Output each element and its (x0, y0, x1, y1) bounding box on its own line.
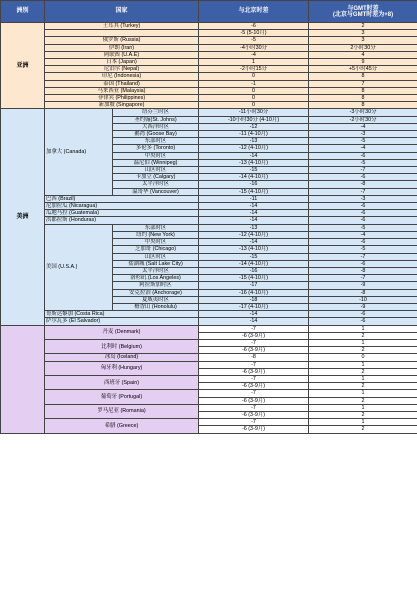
beijing-diff-cell: -13 (199, 138, 309, 145)
gmt-diff-cell: -5 (309, 246, 417, 253)
country-cell: 罗马尼亚 (Romania) (45, 404, 199, 418)
gmt-diff-cell: 1 (309, 390, 417, 397)
city-cell: 芝加哥 (Chicago) (113, 246, 199, 253)
gmt-diff-cell: -3 (309, 195, 417, 202)
beijing-diff-cell: -13 (4-10月) (199, 159, 309, 166)
gmt-diff-cell: 1 (309, 339, 417, 346)
beijing-diff-cell: -7 (199, 390, 309, 397)
gmt-diff-cell: -5 (309, 224, 417, 231)
country-cell: 泰国 (Thailand) (45, 80, 199, 87)
gmt-diff-cell: 2 (309, 332, 417, 339)
country-cell: 冰岛 (Iceland) (45, 354, 199, 361)
gmt-diff-cell: 8 (309, 102, 417, 109)
beijing-diff-cell: -5 (5-10月) (199, 30, 309, 37)
beijing-diff-cell: -14 (4-10月) (199, 174, 309, 181)
beijing-diff-cell: -17 (199, 282, 309, 289)
table-row (1, 80, 417, 87)
table-row (1, 195, 417, 202)
beijing-diff-cell: -17 (4-10月) (199, 303, 309, 310)
beijing-diff-cell: -12 (199, 123, 309, 130)
table-row (1, 66, 417, 73)
table-row (1, 210, 417, 217)
header-continent: 洲别 (1, 1, 45, 23)
gmt-diff-cell: -6 (309, 203, 417, 210)
gmt-diff-cell: -6 (309, 217, 417, 224)
gmt-diff-cell: -4 (309, 231, 417, 238)
gmt-diff-cell: 8 (309, 95, 417, 102)
city-cell: 温哥华 (Vancouver) (113, 188, 199, 195)
country-cell: 匈牙利 (Hungary) (45, 361, 199, 375)
country-cell: 巴西 (Brazil) (45, 195, 199, 202)
table-row (1, 59, 417, 66)
table-row (1, 339, 417, 346)
beijing-diff-cell: -6 (3-9月) (199, 368, 309, 375)
table-row (1, 109, 417, 116)
gmt-diff-cell: -8 (309, 289, 417, 296)
country-cell: 萨尔瓦多 (El Salvador) (45, 318, 199, 325)
country-cell: 伊朗 (Iran) (45, 44, 199, 51)
country-cell (45, 30, 199, 37)
beijing-diff-cell: -6 (3-9月) (199, 411, 309, 418)
gmt-diff-cell: -4 (309, 123, 417, 130)
table-row (1, 224, 417, 231)
beijing-diff-cell: -15 (4-10月) (199, 275, 309, 282)
beijing-diff-cell: -4小时30分 (199, 44, 309, 51)
header-gmt-diff (309, 1, 417, 23)
gmt-diff-cell: -5 (309, 138, 417, 145)
gmt-diff-cell: 8 (309, 73, 417, 80)
beijing-diff-cell: -14 (199, 217, 309, 224)
gmt-diff-cell: -8 (309, 181, 417, 188)
country-cell: 丹麦 (Denmark) (45, 325, 199, 339)
city-cell: 太平洋时区 (113, 181, 199, 188)
gmt-diff-cell: 0 (309, 354, 417, 361)
city-cell: 圣约翰(St. Johns) (113, 116, 199, 123)
beijing-diff-cell: -18 (199, 296, 309, 303)
table-row (1, 73, 417, 80)
table-row (1, 404, 417, 411)
country-cell: 马来西亚 (Malaysia) (45, 87, 199, 94)
country-cell: 俄罗斯 (Russia) (45, 37, 199, 44)
table-body (1, 23, 417, 434)
beijing-diff-cell: -7 (199, 375, 309, 382)
gmt-diff-cell: 9 (309, 59, 417, 66)
table-row (1, 217, 417, 224)
city-cell: 太平洋时区 (113, 267, 199, 274)
country-cell: 土耳其 (Turkey) (45, 23, 199, 30)
header-beijing-diff: 与北京时差 (199, 1, 309, 23)
city-cell: 檀香山 (Honolulu) (113, 303, 199, 310)
beijing-diff-cell: -14 (4-10月) (199, 260, 309, 267)
beijing-diff-cell: -11 (4-10月) (199, 131, 309, 138)
gmt-diff-cell: -6 (309, 152, 417, 159)
table-row (1, 325, 417, 332)
gmt-diff-cell: -7 (309, 275, 417, 282)
gmt-diff-cell: -3小时30分 (309, 109, 417, 116)
city-cell: 多伦多 (Toronto) (113, 145, 199, 152)
beijing-diff-cell: -11小时30分 (199, 109, 309, 116)
header-gmt-line2: (北京与GMT时差为+8) (332, 11, 394, 18)
city-cell: 洛杉矶 (Los Angeles) (113, 275, 199, 282)
beijing-diff-cell: -12 (4-10月) (199, 145, 309, 152)
beijing-diff-cell: -16 (4-10月) (199, 289, 309, 296)
beijing-diff-cell: -4 (199, 51, 309, 58)
gmt-diff-cell: -9 (309, 303, 417, 310)
table-row (1, 203, 417, 210)
gmt-diff-cell: 1 (309, 404, 417, 411)
beijing-diff-cell: -15 (199, 167, 309, 174)
table-row (1, 390, 417, 397)
beijing-diff-cell: -6 (3-9月) (199, 397, 309, 404)
beijing-diff-cell: 0 (199, 102, 309, 109)
gmt-diff-cell: +5小时45分 (309, 66, 417, 73)
country-cell: 西班牙 (Spain) (45, 375, 199, 389)
city-cell: 中央时区 (113, 152, 199, 159)
table-row (1, 37, 417, 44)
beijing-diff-cell: -12 (4-10月) (199, 231, 309, 238)
continent-europe (1, 325, 45, 433)
beijing-diff-cell: -14 (199, 318, 309, 325)
gmt-diff-cell: 2 (309, 383, 417, 390)
table-row (1, 102, 417, 109)
gmt-diff-cell: -7 (309, 253, 417, 260)
gmt-diff-cell: -6 (309, 311, 417, 318)
beijing-diff-cell: -14 (199, 203, 309, 210)
beijing-diff-cell: -13 (4-10月) (199, 246, 309, 253)
table-row (1, 375, 417, 382)
city-cell: 盐湖城 (Salt Lake City) (113, 260, 199, 267)
beijing-diff-cell: -6 (3-9月) (199, 347, 309, 354)
country-cell: 瓜地马拉 (Guatemala) (45, 210, 199, 217)
country-cell: 印尼 (Indonesia) (45, 73, 199, 80)
gmt-diff-cell: -6 (309, 260, 417, 267)
gmt-diff-cell: -9 (309, 282, 417, 289)
country-cell: 尼泊尔 (Nepal) (45, 66, 199, 73)
beijing-diff-cell: -5 (199, 37, 309, 44)
city-cell: 卡加立 (Calgary) (113, 174, 199, 181)
header-gmt-line1: 与GMT时差 (347, 5, 379, 12)
beijing-diff-cell: -6 (3-9月) (199, 426, 309, 433)
city-cell: 东部时区 (113, 138, 199, 145)
country-cell: 阿联酋 (U.A.E) (45, 51, 199, 58)
gmt-diff-cell: -3 (309, 131, 417, 138)
gmt-diff-cell: -6 (309, 210, 417, 217)
beijing-diff-cell: -13 (199, 224, 309, 231)
city-cell: 阿拉斯加时区 (113, 282, 199, 289)
country-cell: 葡萄牙 (Portugal) (45, 390, 199, 404)
city-cell: 安克拉治 (Anchorage) (113, 289, 199, 296)
gmt-diff-cell: 2 (309, 397, 417, 404)
country-cell: 哥斯达黎加 (Costa Rica) (45, 311, 199, 318)
country-cell: 洪都拉斯 (Honduras) (45, 217, 199, 224)
city-cell: 东部时区 (113, 224, 199, 231)
table-row (1, 311, 417, 318)
table-row (1, 23, 417, 30)
gmt-diff-cell: -10 (309, 296, 417, 303)
beijing-diff-cell: -6 (199, 23, 309, 30)
city-cell: 温尼伯 (Winnipeg) (113, 159, 199, 166)
gmt-diff-cell: 1 (309, 325, 417, 332)
beijing-diff-cell: -6 (3-9月) (199, 332, 309, 339)
gmt-diff-cell: 1 (309, 375, 417, 382)
gmt-diff-cell: -4 (309, 145, 417, 152)
beijing-diff-cell: 0 (199, 73, 309, 80)
beijing-diff-cell: 0 (199, 87, 309, 94)
country-cell: 新加坡 (Singapore) (45, 102, 199, 109)
gmt-diff-cell: 2小时30分 (309, 44, 417, 51)
country-cell: 尼加拉瓜 (Nicaragua) (45, 203, 199, 210)
country-cell: 希腊 (Greece) (45, 419, 199, 433)
city-cell: 大西洋时区 (113, 123, 199, 130)
city-cell: 中央时区 (113, 239, 199, 246)
gmt-diff-cell: 2 (309, 23, 417, 30)
city-cell: 夏威夷时区 (113, 296, 199, 303)
gmt-diff-cell: 8 (309, 87, 417, 94)
table-row (1, 44, 417, 51)
beijing-diff-cell: -16 (199, 267, 309, 274)
header-row (1, 1, 417, 23)
gmt-diff-cell: 2 (309, 368, 417, 375)
gmt-diff-cell: -7 (309, 188, 417, 195)
gmt-diff-cell: 2 (309, 411, 417, 418)
gmt-diff-cell: -6 (309, 174, 417, 181)
beijing-diff-cell: -2小时15分 (199, 66, 309, 73)
gmt-diff-cell: -6 (309, 318, 417, 325)
gmt-diff-cell: 7 (309, 80, 417, 87)
beijing-diff-cell: -8 (199, 354, 309, 361)
beijing-diff-cell: -1 (199, 80, 309, 87)
country-cell: 日本 (Japan) (45, 59, 199, 66)
city-cell: 纽芬兰时区 (113, 109, 199, 116)
gmt-diff-cell: 1 (309, 361, 417, 368)
city-cell: 山区时区 (113, 253, 199, 260)
gmt-diff-cell: 2 (309, 426, 417, 433)
gmt-diff-cell: 1 (309, 419, 417, 426)
table-row (1, 354, 417, 361)
table-row (1, 95, 417, 102)
country-cell: 菲律宾 (Philippines) (45, 95, 199, 102)
table-row (1, 51, 417, 58)
table-row (1, 318, 417, 325)
continent-asia: 亚洲 (1, 23, 45, 109)
gmt-diff-cell: -8 (309, 267, 417, 274)
beijing-diff-cell: -15 (4-10月) (199, 188, 309, 195)
gmt-diff-cell: 2 (309, 347, 417, 354)
country-cell: 加拿大 (Canada) (45, 109, 113, 195)
table-row (1, 361, 417, 368)
table-row (1, 30, 417, 37)
beijing-diff-cell: -14 (199, 239, 309, 246)
gmt-diff-cell: -7 (309, 167, 417, 174)
country-cell: 比利时 (Belgium) (45, 339, 199, 353)
city-cell: 纽约 (New York) (113, 231, 199, 238)
table-row (1, 87, 417, 94)
continent-america: 美洲 (1, 109, 45, 325)
table-row (1, 419, 417, 426)
beijing-diff-cell: -15 (199, 253, 309, 260)
beijing-diff-cell: -10小时30分 (4-10月) (199, 116, 309, 123)
gmt-diff-cell: 3 (309, 37, 417, 44)
beijing-diff-cell: -11 (199, 195, 309, 202)
beijing-diff-cell: 0 (199, 95, 309, 102)
beijing-diff-cell: -7 (199, 339, 309, 346)
gmt-diff-cell: 3 (309, 30, 417, 37)
beijing-diff-cell: -14 (199, 210, 309, 217)
gmt-diff-cell: 4 (309, 51, 417, 58)
city-cell: 山区时区 (113, 167, 199, 174)
beijing-diff-cell: -7 (199, 325, 309, 332)
beijing-diff-cell: -14 (199, 152, 309, 159)
gmt-diff-cell: -5 (309, 159, 417, 166)
beijing-diff-cell: -14 (199, 311, 309, 318)
beijing-diff-cell: 1 (199, 59, 309, 66)
beijing-diff-cell: -16 (199, 181, 309, 188)
country-cell: 美国 (U.S.A.) (45, 224, 113, 310)
beijing-diff-cell: -7 (199, 361, 309, 368)
beijing-diff-cell: -6 (3-9月) (199, 383, 309, 390)
gmt-diff-cell: -6 (309, 239, 417, 246)
beijing-diff-cell: -7 (199, 419, 309, 426)
header-country: 国家 (45, 1, 199, 23)
city-cell: 鹅湾 (Goose Bay) (113, 131, 199, 138)
gmt-diff-cell: -2小时30分 (309, 116, 417, 123)
beijing-diff-cell: -7 (199, 404, 309, 411)
